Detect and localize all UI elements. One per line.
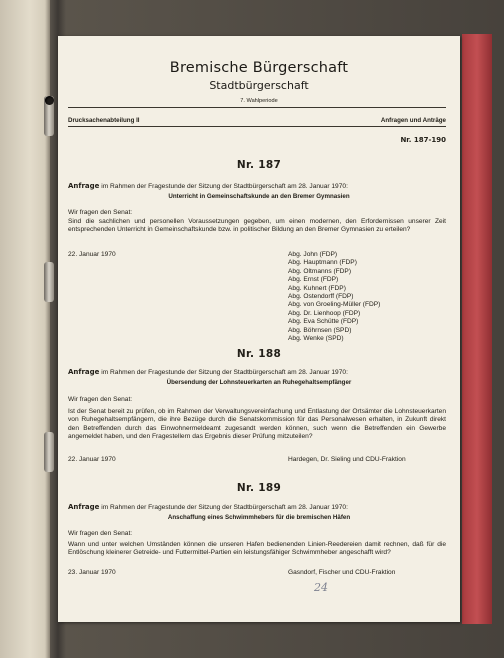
section-number: Nr. 188 — [236, 348, 282, 360]
doc-period: 7. Wahlperiode — [240, 98, 278, 104]
binder-ring — [44, 262, 54, 302]
ask-line: Wir fragen den Senat: — [68, 530, 133, 537]
binder-spine — [0, 0, 50, 658]
lead-bold: Anfrage — [68, 368, 100, 376]
signature: Abg. Dr. Lienhoop (FDP) — [288, 309, 361, 317]
ask-line: Wir fragen den Senat: — [68, 209, 133, 216]
binder-ring — [44, 432, 54, 472]
category-label: Anfragen und Anträge — [380, 117, 446, 124]
section-lead — [68, 503, 446, 512]
section-date: 22. Januar 1970 — [68, 251, 116, 258]
lead-text: im Rahmen der Fragestunde der Sitzung der Stadtbürgerschaft am 28. Januar 1970: — [99, 504, 348, 511]
section-number: Nr. 187 — [236, 159, 282, 171]
binder-red-edge — [462, 34, 492, 624]
ask-line: Wir fragen den Senat: — [68, 396, 133, 403]
lead-bold: Anfrage — [68, 182, 100, 190]
signature-list — [288, 251, 380, 343]
section-body: Sind die sachlichen und personellen Voraussetzungen gegeben, um einen modernen, den Erfordernissen unserer Zeit entsprechenden Unterricht in Gemeinschaftskunde bzw. in politischer Bildung an den Bremer Gymnasien zu erteilen? — [68, 218, 446, 234]
signature: Abg. Ernst (FDP) — [288, 276, 339, 284]
signature: Abg. Hauptmann (FDP) — [288, 259, 357, 267]
header-rule — [68, 107, 446, 108]
signature: Abg. John (FDP) — [288, 251, 338, 258]
section-topic: Anschaffung eines Schwimmhebers für die bremischen Häfen — [167, 514, 351, 521]
handwritten-page-number: 24 — [314, 581, 328, 594]
section-body: Ist der Senat bereit zu prüfen, ob im Rahmen der Verwaltungsvereinfachung und Entlastung der Ortsämter die Lohnsteuerkarten von Ruhegehaltsempfängern, die ihre Bezüge durch die Senatskommission für das Personalwesen erhalten, in Zukunft direkt den Betreffenden durch das Einwohnermeldeamt zugesandt werden können, such wenn die Betreffenden ein Gewerbe angemeldet haben, und den Fragestellern das Ergebnis dieser Prüfung mitzuteilen? — [68, 408, 446, 441]
signature: Abg. Eva Schütte (FDP) — [288, 318, 359, 326]
doc-subtitle: Stadtbürgerschaft — [209, 79, 309, 92]
department-label: Drucksachenabteilung II — [68, 117, 140, 124]
section-topic: Übersendung der Lohnsteuerkarten an Ruhegehaltsempfänger — [166, 379, 352, 386]
signature: Abg. von Groeling-Müller (FDP) — [288, 301, 381, 309]
signature-line: Hardegen, Dr. Sieling und CDU-Fraktion — [288, 456, 406, 463]
lead-text: im Rahmen der Fragestunde der Sitzung der Stadtbürgerschaft am 28. Januar 1970: — [99, 183, 348, 190]
signature: Abg. Oltmanns (FDP) — [288, 267, 352, 275]
section-lead — [68, 182, 446, 191]
number-range: Nr. 187-190 — [400, 136, 446, 144]
document-page — [58, 36, 460, 622]
lead-bold: Anfrage — [68, 503, 100, 511]
header-rule-2 — [68, 126, 446, 127]
lead-text: im Rahmen der Fragestunde der Sitzung der Stadtbürgerschaft am 28. Januar 1970: — [99, 369, 348, 376]
section-lead — [68, 368, 446, 377]
signature: Abg. Wenke (SPD) — [288, 334, 344, 342]
signature: Abg. Kuhnert (FDP) — [288, 284, 346, 292]
doc-title: Bremische Bürgerschaft — [169, 60, 349, 76]
section-body: Wann und unter welchen Umständen können die unseren Hafen bedienenden Linien-Reedereien damit rechnen, daß für die Entlöschung kleinerer Getreide- und Futtermittel-Partien ein leistungsfähiger Schwimmheber angeschafft wird? — [68, 541, 446, 557]
section-date: 23. Januar 1970 — [68, 569, 116, 576]
section-topic: Unterricht in Gemeinschaftskunde an den Bremer Gymnasien — [168, 193, 350, 200]
section-number: Nr. 189 — [236, 482, 282, 494]
signature-line: Gasndorf, Fischer und CDU-Fraktion — [288, 569, 396, 576]
punch-hole — [45, 96, 54, 105]
section-date: 22. Januar 1970 — [68, 456, 116, 463]
signature: Abg. Böhrnsen (SPD) — [288, 326, 352, 334]
signature: Abg. Ostendorff (FDP) — [288, 292, 354, 300]
